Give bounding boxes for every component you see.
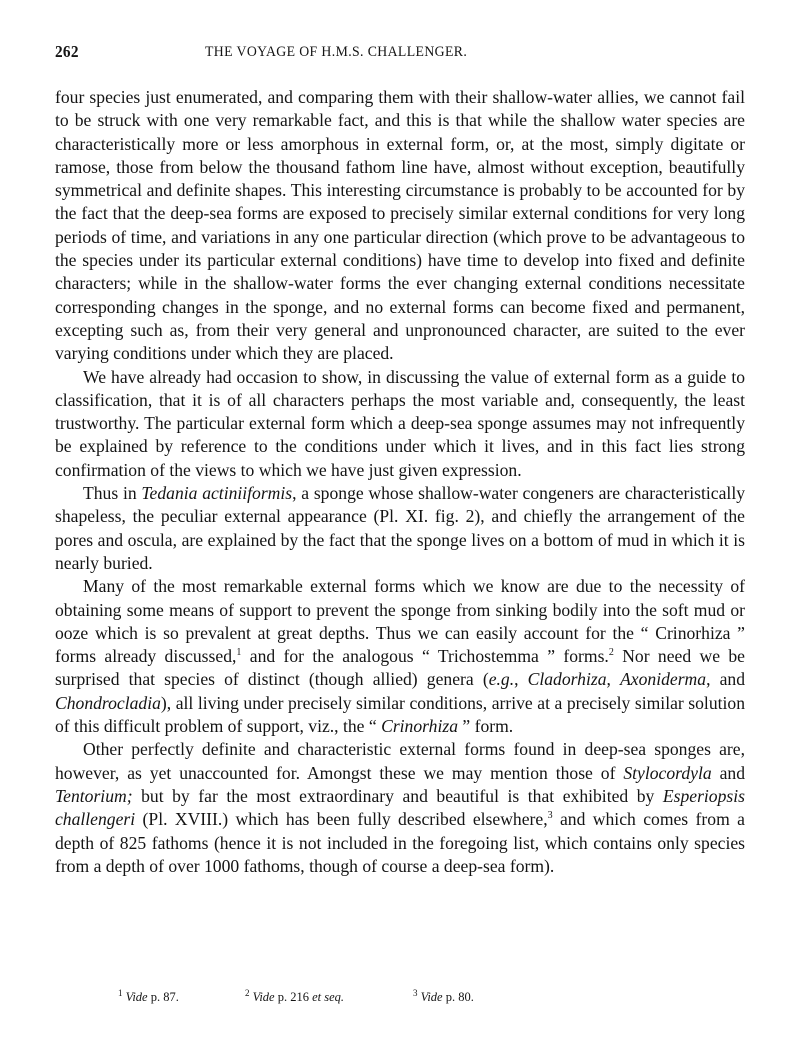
paragraph	[55, 575, 745, 738]
footnote-ref: p. 80.	[442, 990, 474, 1004]
footnote-vide: Vide	[125, 990, 148, 1004]
footnote-ref: p. 87.	[147, 990, 179, 1004]
footnote-1	[118, 987, 179, 1005]
italic-term: e.g.	[488, 669, 515, 690]
page-number: 262	[55, 42, 79, 61]
footnote-vide: Vide	[252, 990, 275, 1004]
text-run: but by far the most extraordinary and beautiful is that exhibited by	[132, 785, 663, 806]
text-run: , a sponge whose shallow-water congeners are characteristically shapeless, the peculiar external appearance (Pl. XI. fig. 2), and chiefly the arrangement of the pores and oscula, are explained by the fact that the sponge lives on a bottom of mud in which it is nearly buried.	[55, 483, 745, 573]
text-run: Other perfectly definite and characteristic external forms found in deep-sea sponges are, however, as yet unaccounted for. Amongst these we may mention those of	[55, 739, 745, 783]
text-run: and	[711, 762, 745, 783]
italic-term: Chondrocladia	[55, 692, 161, 713]
text-run: Many of the most remarkable external forms which we know are due to the necessity of obtaining some means of support to prevent the sponge from sinking bodily into the soft mud or ooze which is so prevalent at great depths. Thus we can easily account for the “ Crinorhiza ” forms already discussed,	[55, 576, 745, 667]
italic-term: Tentorium;	[55, 785, 133, 806]
footnote-et-seq: et seq.	[312, 990, 345, 1004]
text-run: four species just enumerated, and comparing them with their shallow-water allies, we cannot fail to be struck with one very remarkable fact, and this is that while the shallow water species are characteristically more or less amorphous in external form, or, at the most, simply digitate or ramose, those from below the thousand fathom line have, almost without exception, beautifully symmetrical and definite shapes. This interesting circumstance is probably to be accounted for by the fact that the deep-sea forms are exposed to precisely similar external conditions for very long periods of time, and variations in any one particular direction (which prove to be advantageous to the species under its particular external conditions) have time to develop into fixed and definite characters; while in the shallow-water forms the ever changing external conditions necessitate corresponding changes in the sponge, and no external forms can become fixed and permanent, excepting such as, from their very general and unpronounced character, are suited to the ever varying conditions under which they are placed.	[55, 87, 745, 364]
footnote-vide: Vide	[420, 990, 443, 1004]
italic-term: Crinorhiza	[381, 716, 458, 737]
italic-term: Axoniderma	[620, 669, 707, 690]
footnote-reference: 2	[608, 647, 614, 659]
body-text	[55, 86, 745, 878]
footnote-mark: 3	[413, 987, 418, 998]
footnote-3	[413, 987, 474, 1005]
italic-term: Tedania actiniiformis	[141, 483, 293, 504]
footnotes	[55, 987, 745, 1010]
italic-term: Stylocordyla	[623, 762, 712, 783]
italic-term: Esperiopsis challengeri	[55, 785, 745, 830]
text-run: Nor need we be surprised that species of distinct (though allied) genera (	[55, 646, 745, 690]
paragraph	[55, 86, 745, 366]
footnote-reference: 3	[547, 810, 553, 822]
text-run: , and	[706, 669, 746, 690]
text-run: and which comes from a depth of 825 fathoms (hence it is not included in the foregoing list, which contains only species from a depth of over 1000 fathoms, though of course a deep-sea form).	[55, 809, 745, 876]
footnote-mark: 1	[118, 987, 123, 998]
text-run: and for the analogous “ Trichostemma ” forms.	[241, 646, 609, 667]
text-run: ,	[514, 669, 528, 690]
footnote-2	[245, 987, 345, 1005]
paragraph	[55, 482, 745, 575]
text-run: ” form.	[458, 716, 514, 737]
running-header	[55, 42, 745, 66]
footnote-reference: 1	[236, 647, 242, 659]
text-run: ,	[606, 669, 621, 690]
running-title: THE VOYAGE OF H.M.S. CHALLENGER.	[205, 44, 468, 60]
text-run: We have already had occasion to show, in discussing the value of external form as a guide to classification, that it is of all characters perhaps the most variable and, consequently, the least trustworthy. The particular external form which a deep-sea sponge assumes may not infrequently be explained by reference to the conditions under which it lives, and in this fact lies strong confirmation of the views to which we have just given expression.	[55, 366, 745, 480]
text-run: Thus in	[83, 483, 142, 504]
text-run: ), all living under precisely similar conditions, arrive at a precisely similar solution of this difficult problem of support, viz., the “	[55, 692, 745, 737]
text-run: (Pl. XVIII.) which has been fully described elsewhere,	[135, 809, 548, 830]
paragraph	[55, 738, 745, 878]
footnote-mark: 2	[245, 987, 250, 998]
footnote-ref: p. 216	[274, 990, 313, 1004]
paragraph	[55, 366, 745, 482]
italic-term: Cladorhiza	[527, 669, 607, 690]
